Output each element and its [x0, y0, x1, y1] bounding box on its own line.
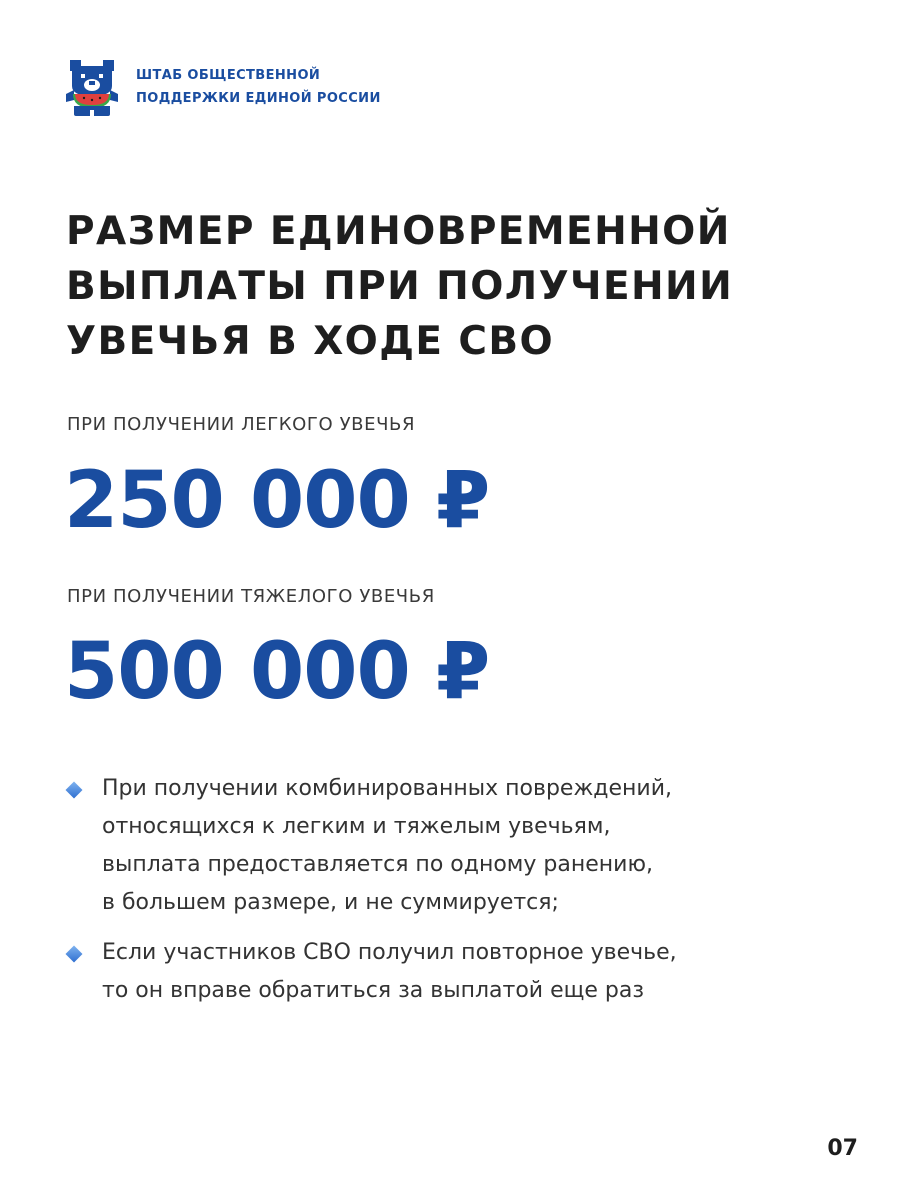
bear-watermelon-logo-icon: [64, 56, 120, 118]
org-name: [136, 64, 381, 110]
header: [64, 56, 381, 118]
list-item-line: то он вправе обратиться за выплатой еще раз: [102, 978, 645, 1003]
title-line: ВЫПЛАТЫ ПРИ ПОЛУЧЕНИИ: [66, 264, 734, 309]
severe-injury-amount: 500 000 ₽: [64, 627, 490, 717]
list-item-line: Если участников СВО получил повторное увечье,: [102, 940, 677, 965]
list-item-line: относящихся к легким и тяжелым увечьям,: [102, 814, 611, 839]
list-item-line: в большем размере, и не суммируется;: [102, 890, 559, 915]
org-name-line: ПОДДЕРЖКИ ЕДИНОЙ РОССИИ: [136, 91, 381, 106]
title-line: РАЗМЕР ЕДИНОВРЕМЕННОЙ: [66, 209, 731, 254]
page-title: [66, 204, 733, 369]
list-item-line: При получении комбинированных повреждений,: [102, 776, 672, 801]
notes-list: [68, 770, 828, 1022]
diamond-bullet-icon: [66, 946, 83, 963]
list-item: [68, 934, 828, 1010]
title-line: УВЕЧЬЯ В ХОДЕ СВО: [66, 319, 555, 364]
diamond-bullet-icon: [66, 782, 83, 799]
severe-injury-label: ПРИ ПОЛУЧЕНИИ ТЯЖЕЛОГО УВЕЧЬЯ: [67, 586, 435, 607]
list-item-line: выплата предоставляется по одному ранению,: [102, 852, 653, 877]
list-item-text: [102, 770, 672, 922]
list-item-text: [102, 934, 677, 1010]
list-item: [68, 770, 828, 922]
org-name-line: ШТАБ ОБЩЕСТВЕННОЙ: [136, 68, 321, 83]
light-injury-amount: 250 000 ₽: [64, 456, 490, 546]
light-injury-label: ПРИ ПОЛУЧЕНИИ ЛЕГКОГО УВЕЧЬЯ: [67, 414, 416, 435]
page-number: 07: [827, 1136, 858, 1161]
